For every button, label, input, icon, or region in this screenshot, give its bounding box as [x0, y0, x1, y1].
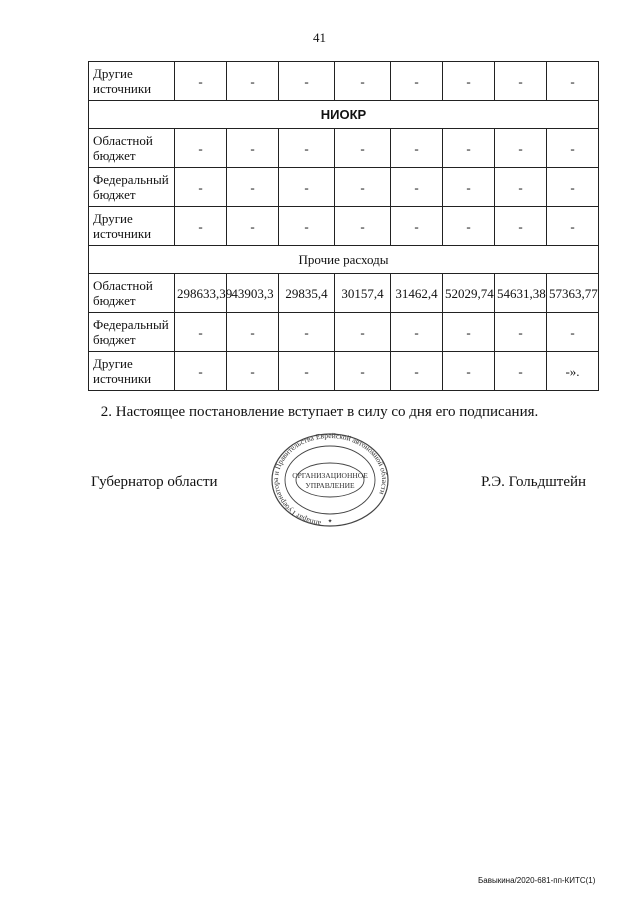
- table-cell: 30157,4: [335, 274, 391, 313]
- table-cell: -: [547, 129, 599, 168]
- table-cell: 43903,3: [227, 274, 279, 313]
- table-cell: -: [175, 168, 227, 207]
- table-cell: -: [443, 168, 495, 207]
- table-cell: -: [443, 207, 495, 246]
- table-cell: 52029,74: [443, 274, 495, 313]
- table-cell: -: [495, 352, 547, 391]
- table-cell: -: [227, 62, 279, 101]
- table-cell: -: [279, 313, 335, 352]
- table-cell: -: [547, 62, 599, 101]
- table-cell: -: [391, 168, 443, 207]
- table-cell: -: [391, 129, 443, 168]
- row-label: Федеральный бюджет: [89, 313, 175, 352]
- official-seal-stamp: [270, 432, 390, 528]
- signatory-title: Губернатор области: [91, 474, 218, 490]
- table-row: [89, 62, 599, 101]
- budget-table: [88, 61, 599, 391]
- table-section-row: [89, 101, 599, 129]
- svg-text:аппарат Губернатора и Правител: аппарат Губернатора и Правительства Еврейской автономной области: [271, 432, 390, 528]
- table-row: [89, 274, 599, 313]
- table-cell: -: [279, 129, 335, 168]
- table-row: [89, 313, 599, 352]
- table-cell: -: [335, 168, 391, 207]
- effective-date-paragraph: 2. Настоящее постановление вступает в силу со дня его подписания.: [100, 404, 539, 420]
- table-row: [89, 352, 599, 391]
- table-cell: -: [175, 62, 227, 101]
- table-cell: -: [391, 352, 443, 391]
- table-cell: -: [335, 352, 391, 391]
- table-cell: 54631,38: [495, 274, 547, 313]
- table-cell: -: [175, 129, 227, 168]
- table-cell: -: [547, 207, 599, 246]
- table-cell: -».: [547, 352, 599, 391]
- row-label: Федеральный бюджет: [89, 168, 175, 207]
- table-cell: -: [443, 62, 495, 101]
- table-cell: -: [443, 313, 495, 352]
- table-section-row: [89, 246, 599, 274]
- table-cell: -: [495, 62, 547, 101]
- table-cell: -: [443, 129, 495, 168]
- table-cell: -: [175, 352, 227, 391]
- budget-table-body: [89, 62, 599, 391]
- table-cell: -: [547, 313, 599, 352]
- table-cell: -: [279, 207, 335, 246]
- table-cell: 29835,4: [279, 274, 335, 313]
- table-cell: -: [175, 313, 227, 352]
- table-cell: -: [227, 129, 279, 168]
- page-number: 41: [313, 30, 326, 45]
- table-cell: -: [227, 352, 279, 391]
- table-cell: -: [335, 313, 391, 352]
- table-cell: 57363,77: [547, 274, 599, 313]
- table-row: [89, 207, 599, 246]
- row-label: Областной бюджет: [89, 129, 175, 168]
- section-title: Прочие расходы: [89, 246, 599, 274]
- table-cell: -: [279, 168, 335, 207]
- table-cell: 31462,4: [391, 274, 443, 313]
- row-label: Другие источники: [89, 62, 175, 101]
- table-cell: -: [495, 207, 547, 246]
- table-cell: -: [495, 129, 547, 168]
- table-cell: -: [175, 207, 227, 246]
- table-cell: -: [391, 207, 443, 246]
- table-cell: -: [547, 168, 599, 207]
- table-cell: -: [227, 168, 279, 207]
- table-row: [89, 129, 599, 168]
- row-label: Областной бюджет: [89, 274, 175, 313]
- table-cell: -: [279, 352, 335, 391]
- table-row: [89, 168, 599, 207]
- row-label: Другие источники: [89, 207, 175, 246]
- section-title: НИОКР: [89, 101, 599, 129]
- svg-text:✦: ✦: [327, 519, 333, 525]
- table-cell: -: [227, 207, 279, 246]
- svg-text:ОРГАНИЗАЦИОННОЕ: ОРГАНИЗАЦИОННОЕ: [292, 471, 368, 480]
- table-cell: -: [443, 352, 495, 391]
- table-cell: -: [335, 62, 391, 101]
- table-cell: -: [279, 62, 335, 101]
- signatory-name: Р.Э. Гольдштейн: [481, 474, 587, 490]
- table-cell: 298633,39: [175, 274, 227, 313]
- table-cell: -: [227, 313, 279, 352]
- table-cell: -: [335, 207, 391, 246]
- table-cell: -: [335, 129, 391, 168]
- row-label: Другие источники: [89, 352, 175, 391]
- svg-text:УПРАВЛЕНИЕ: УПРАВЛЕНИЕ: [305, 481, 355, 490]
- document-footer-code: Бавыкина/2020-681-пп-КИТС(1): [478, 876, 596, 885]
- table-cell: -: [495, 313, 547, 352]
- table-cell: -: [391, 313, 443, 352]
- table-cell: -: [391, 62, 443, 101]
- table-cell: -: [495, 168, 547, 207]
